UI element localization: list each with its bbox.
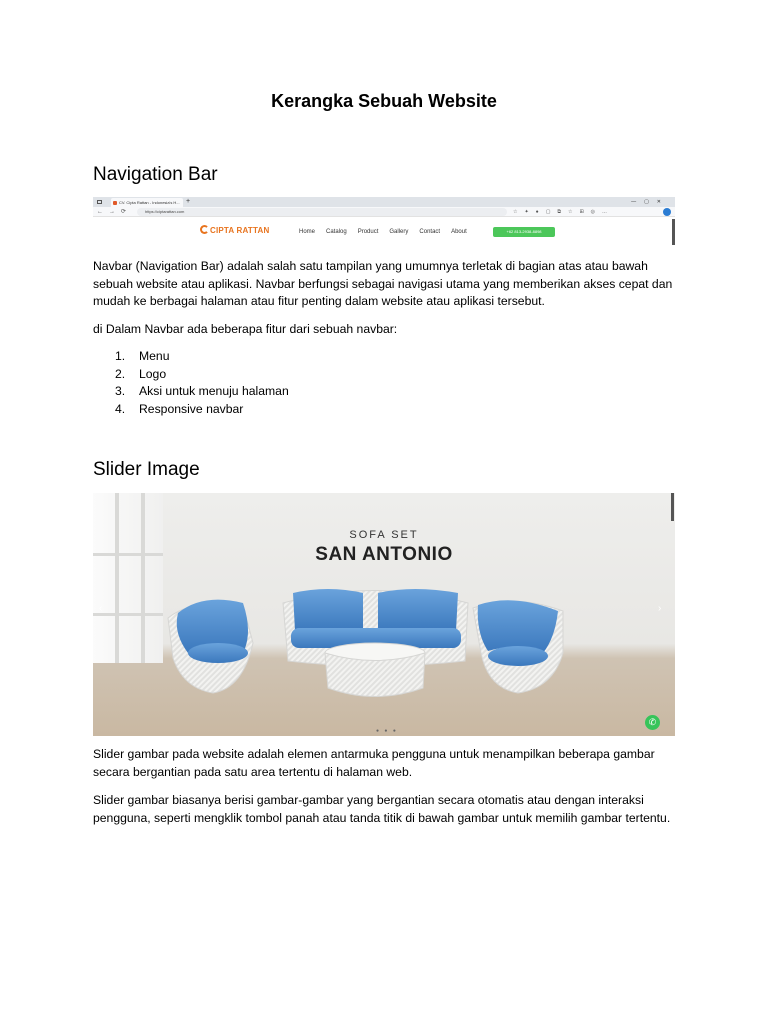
extensions-icon[interactable]: ☆✦●▢⧉☆⊞◎… (513, 209, 615, 215)
scrollbar[interactable] (671, 493, 674, 521)
logo-mark-icon (200, 225, 209, 234)
slider-prev-icon[interactable]: ‹ (99, 603, 103, 614)
slider-image[interactable] (93, 493, 675, 736)
tab-title: CV. Cipta Rattan - Indonesia's H... (119, 200, 180, 205)
browser-tab[interactable] (111, 198, 183, 207)
copilot-icon[interactable] (663, 208, 671, 216)
window-controls-icon[interactable]: —▢✕ (631, 199, 669, 205)
menu-item-catalog[interactable]: Catalog (326, 229, 347, 235)
list-item: 1. Menu (115, 349, 170, 363)
slider-paragraph-2: Slider gambar biasanya berisi gambar-gambar yang bergantian secara otomatis atau dengan interaksi pengguna, seperti mengklik tombol panah atau tanda titik di bawah gambar untuk memilih gambar tertentu. (93, 793, 671, 825)
menu-item-about[interactable]: About (451, 229, 467, 235)
back-forward-refresh-icon[interactable]: ←→⟳ (97, 209, 133, 215)
list-item: 4. Responsive navbar (115, 401, 244, 416)
menu-item-contact[interactable]: Contact (419, 229, 441, 235)
list-item: 3. Aksi untuk menuju halaman (115, 384, 289, 399)
favicon-icon (113, 201, 117, 205)
slider-next-icon[interactable]: › (658, 603, 662, 614)
menu-item-product[interactable]: Product (357, 229, 379, 235)
whatsapp-icon[interactable]: ✆ (645, 715, 660, 730)
browser-address-bar (93, 207, 675, 217)
slider-dots[interactable]: ● ● ● (376, 728, 398, 734)
navbar-list-intro: di Dalam Navbar ada beberapa fitur dari sebuah navbar: (93, 322, 398, 336)
navbar-screenshot (93, 197, 675, 248)
list-item: 2. Logo (115, 366, 167, 381)
url-field[interactable]: https://ciptarattan.com (137, 208, 507, 216)
whatsapp-button[interactable]: +62 813-2938-8898 (493, 227, 555, 237)
scrollbar[interactable] (672, 219, 675, 245)
tab-actions-icon[interactable] (97, 200, 102, 204)
logo-text: CIPTA RATTAN (210, 226, 270, 235)
document-title: Kerangka Sebuah Website (271, 91, 497, 111)
navbar-paragraph: Navbar (Navigation Bar) adalah salah satu tampilan yang umumnya terletak di bagian atas atau bawah sebuah website atau aplikasi. Navbar berfungsi sebagai navigasi utama yang memberikan akses cepat dan mudah ke berbagai halaman atau fitur penting dalam website atau aplikasi tersebut. (93, 259, 673, 308)
menu-item-home[interactable]: Home (299, 229, 316, 235)
site-menu (299, 229, 478, 235)
slider-image-heading: Slider Image (93, 459, 200, 480)
sofa-set-image (93, 493, 675, 736)
slide-title: SAN ANTONIO (315, 544, 453, 565)
navigation-bar-heading: Navigation Bar (93, 164, 218, 185)
slide-subtitle: SOFA SET (349, 529, 419, 541)
slider-paragraph-1: Slider gambar pada website adalah elemen antarmuka pengguna untuk menampilkan beberapa gambar secara bergantian pada satu area tertentu di halaman web. (93, 747, 655, 779)
menu-item-gallery[interactable]: Gallery (389, 229, 409, 235)
site-navbar (93, 217, 675, 248)
site-logo[interactable] (200, 225, 269, 235)
browser-tab-bar (93, 197, 675, 207)
navbar-feature-list (115, 348, 289, 418)
new-tab-icon[interactable]: + (186, 198, 191, 205)
